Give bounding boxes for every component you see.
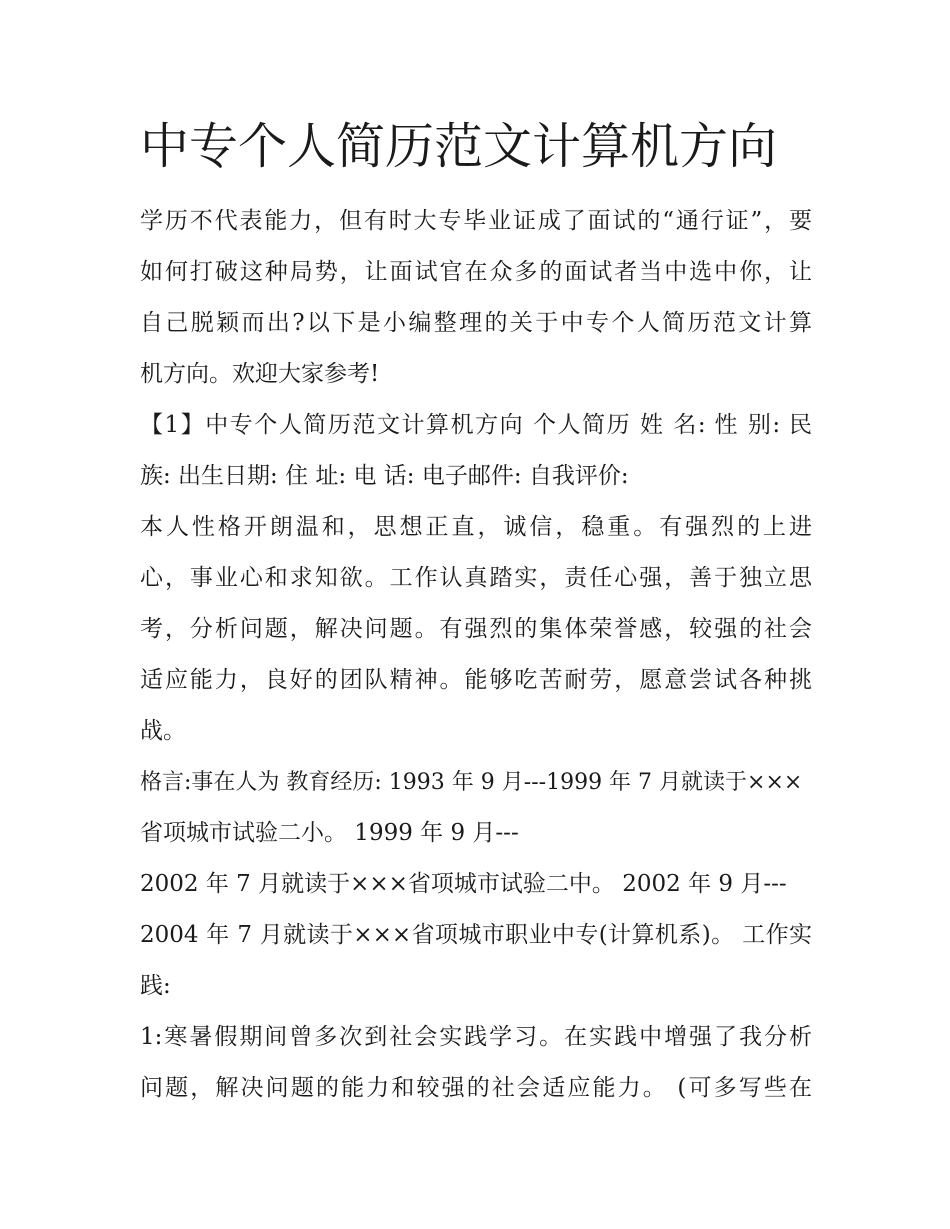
text-line: 战。	[140, 718, 186, 744]
text-line: 格言:事在人为 教育经历: 1993 年 9 月---1999 年 7 月就读于×××	[140, 770, 803, 795]
text-line: 本人性格开朗温和，思想正直，诚信，稳重。有强烈的上进	[140, 514, 812, 540]
text-line: 2004 年 7 月就读于×××省项城市职业中专(计算机系)。 工作实	[140, 922, 812, 948]
text-line: 学历不代表能力，但有时大专毕业证成了面试的“通行证”，要	[140, 208, 812, 234]
text-line: 【1】中专个人简历范文计算机方向 个人简历 姓 名: 性 别: 民	[140, 412, 812, 438]
text-line: 如何打破这种局势，让面试官在众多的面试者当中选中你，让	[140, 259, 812, 285]
text-line: 践:	[140, 973, 171, 999]
text-line: 适应能力，良好的团队精神。能够吃苦耐劳，愿意尝试各种挑	[140, 667, 812, 693]
text-line: 省项城市试验二小。 1999 年 9 月---	[140, 820, 519, 846]
document-body	[140, 196, 812, 1114]
text-line: 族: 出生日期: 住 址: 电 话: 电子邮件: 自我评价:	[140, 463, 629, 489]
text-line: 考，分析问题，解决问题。有强烈的集体荣誉感，较强的社会	[140, 616, 812, 642]
text-line: 问题，解决问题的能力和较强的社会适应能力。 (可多写些在	[140, 1075, 812, 1101]
text-line: 自己脱颖而出?以下是小编整理的关于中专个人简历范文计算	[140, 310, 812, 336]
text-line: 心，事业心和求知欲。工作认真踏实，责任心强，善于独立思	[140, 565, 812, 591]
text-line: 1:寒暑假期间曾多次到社会实践学习。在实践中增强了我分析	[140, 1024, 812, 1050]
text-line: 2002 年 7 月就读于×××省项城市试验二中。 2002 年 9 月---	[140, 871, 787, 897]
text-line: 机方向。欢迎大家参考!	[140, 361, 380, 387]
page-title: 中专个人简历范文计算机方向	[140, 118, 778, 175]
